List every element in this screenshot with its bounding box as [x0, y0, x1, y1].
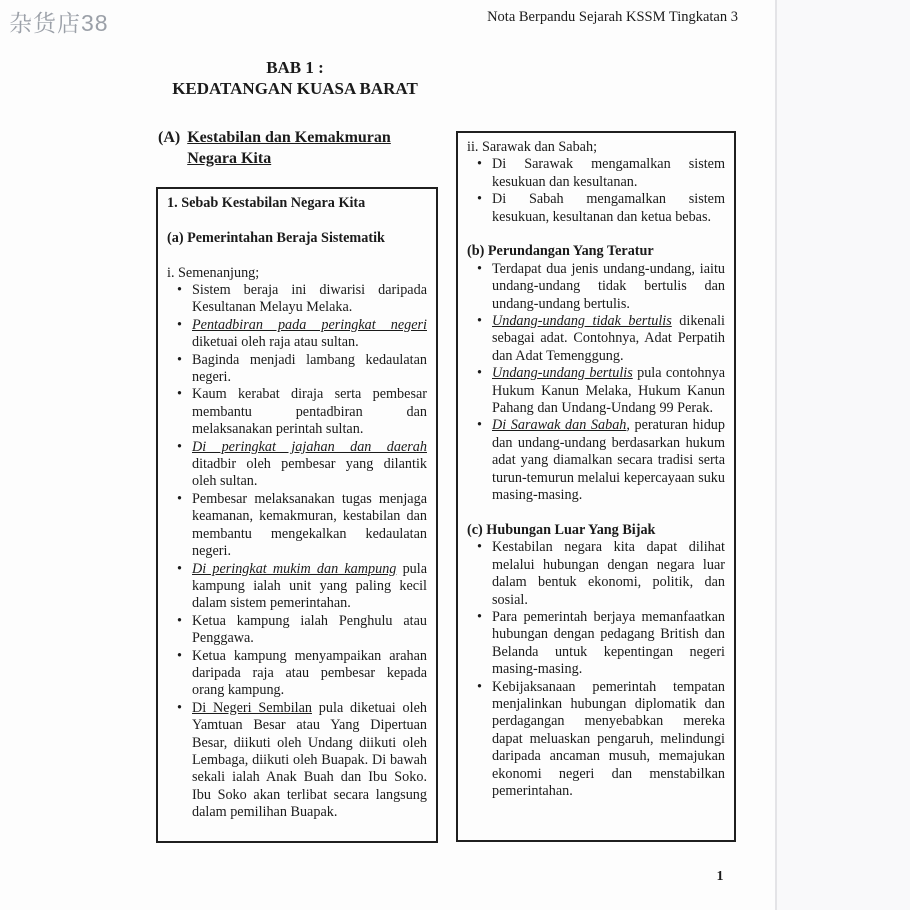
- text-run: Undang-undang tidak bertulis: [492, 313, 672, 330]
- running-header: Nota Berpandu Sejarah KSSM Tingkatan 3: [487, 9, 738, 25]
- bullet-icon: •: [477, 539, 482, 556]
- bullet-text: [192, 282, 427, 317]
- bullet-text: [192, 352, 427, 387]
- bullet-text: [492, 417, 725, 504]
- bullet-icon: •: [477, 417, 482, 434]
- text-run: ii. Sarawak dan Sabah;: [467, 139, 598, 155]
- bullet-icon: •: [477, 608, 482, 625]
- bullet-text: [192, 491, 427, 561]
- bullet-text: [192, 386, 427, 438]
- text-run: diketuai oleh raja atau sultan.: [192, 334, 359, 351]
- bullet-text: [492, 609, 725, 679]
- text-run: (a) Pemerintahan Beraja Sistematik: [167, 229, 385, 246]
- text-run: Kestabilan negara kita dapat dilihat melalui hubungan dengan negara luar dalam bentuk ekonomi, politik, dan sosial.: [492, 539, 725, 608]
- text-run: (b) Perundangan Yang Teratur: [467, 243, 654, 260]
- bullet-text: [192, 439, 427, 491]
- bullet-item: [167, 386, 427, 438]
- text-run: Para pemerintah berjaya memanfaatkan hubungan dengan pedagang British dan Belanda untuk kepentingan negeri masing-masing.: [492, 608, 725, 678]
- bullet-icon: •: [177, 438, 182, 455]
- text-run: Baginda menjadi lambang kedaulatan negeri.: [192, 351, 427, 386]
- text-run: dikenali sebagai adat. Contohnya, Adat Perpatih dan Adat Temenggung.: [492, 313, 725, 364]
- sub-heading: [167, 230, 427, 247]
- bullet-item: [167, 648, 427, 700]
- bullet-text: [492, 679, 725, 801]
- paragraph: [467, 139, 725, 156]
- bullet-icon: •: [477, 365, 482, 382]
- right-content-box: [456, 131, 736, 842]
- bullet-text: [192, 317, 427, 352]
- chapter-title-line2: KEDATANGAN KUASA BARAT: [172, 79, 418, 98]
- text-run: Ketua kampung menyampaikan arahan daripada raja atau pembesar kepada orang kampung.: [192, 647, 427, 699]
- left-content-box: [156, 187, 438, 843]
- section-a-heading: [158, 127, 448, 169]
- bullet-text: [492, 313, 725, 365]
- spacer: [467, 226, 725, 243]
- bullet-icon: •: [177, 560, 182, 577]
- text-run: Di peringkat mukim dan kampung: [192, 560, 397, 577]
- bullet-text: [492, 539, 725, 609]
- text-run: Pentadbiran pada peringkat negeri: [192, 316, 427, 333]
- bullet-icon: •: [177, 612, 182, 629]
- bullet-text: [492, 156, 725, 191]
- bullet-item: [467, 313, 725, 365]
- bullet-item: [167, 352, 427, 387]
- bullet-item: [467, 191, 725, 226]
- bullet-text: [192, 613, 427, 648]
- section-a-title-line1: Kestabilan dan Kemakmuran: [187, 129, 391, 146]
- sub-heading: [467, 522, 725, 539]
- bullet-item: [167, 317, 427, 352]
- sub-heading: [167, 195, 427, 212]
- bullet-icon: •: [177, 699, 182, 716]
- page-edge-divider-line: [775, 0, 777, 910]
- bullet-item: [167, 700, 427, 822]
- text-run: , peraturan hidup dan undang-undang berdasarkan hukum adat yang diamalkan secara tradisi serta turun-temurun melalui kepercayaan suku masing-masing.: [492, 417, 725, 504]
- bullet-icon: •: [177, 386, 182, 403]
- bullet-item: [467, 417, 725, 504]
- text-run: Di Sarawak mengamalkan sistem kesukuan dan kesultanan.: [492, 156, 725, 190]
- bullet-icon: •: [477, 156, 482, 173]
- chapter-title-line1: BAB 1 :: [266, 58, 324, 77]
- bullet-icon: •: [477, 678, 482, 695]
- bullet-item: [467, 156, 725, 191]
- page-right-margin: [777, 0, 910, 910]
- text-run: pula diketuai oleh Yamtuan Besar atau Yang Dipertuan Besar, diikuti oleh Undang diikuti oleh Lembaga, diikuti oleh Buapak. Di bawah sekali ialah Anak Buah dan Ibu Soko. Ibu Soko akan terlibat secara langsung dalam pemilihan Buapak.: [192, 699, 427, 821]
- text-run: pula contohnya Hukum Kanun Melaka, Hukum Kanun Pahang dan Undang-Undang 99 Perak.: [492, 365, 725, 417]
- bullet-text: [492, 261, 725, 313]
- bullet-icon: •: [177, 282, 182, 298]
- paragraph: [167, 265, 427, 282]
- bullet-text: [192, 561, 427, 613]
- section-a-title-line2: Negara Kita: [187, 150, 272, 167]
- text-run: Terdapat dua jenis undang-undang, iaitu undang-undang tidak bertulis dan undang-undang bertulis.: [492, 260, 725, 312]
- sub-heading: [467, 243, 725, 260]
- spacer: [167, 212, 427, 229]
- text-run: Ketua kampung ialah Penghulu atau Penggawa.: [192, 612, 427, 647]
- text-run: Sistem beraja ini diwarisi daripada Kesultanan Melayu Melaka.: [192, 282, 427, 316]
- text-run: Kaum kerabat diraja serta pembesar membantu pentadbiran dan melaksanakan perintah sultan.: [192, 386, 427, 438]
- bullet-icon: •: [177, 351, 182, 368]
- bullet-text: [492, 191, 725, 226]
- bullet-item: [167, 613, 427, 648]
- bullet-item: [467, 365, 725, 417]
- bullet-text: [192, 648, 427, 700]
- text-run: Pembesar melaksanakan tugas menjaga keamanan, kemakmuran, kestabilan dan membantu mengekalkan kedaulatan negeri.: [192, 490, 427, 560]
- text-run: ditadbir oleh pembesar yang dilantik oleh sultan.: [192, 456, 427, 490]
- spacer: [167, 247, 427, 264]
- bullet-icon: •: [477, 260, 482, 277]
- section-a-title: [187, 127, 391, 169]
- bullet-item: [167, 491, 427, 561]
- bullet-text: [192, 700, 427, 822]
- seller-watermark: 杂货店38: [9, 10, 109, 36]
- text-run: Di Negeri Sembilan: [192, 699, 312, 716]
- bullet-item: [467, 261, 725, 313]
- text-run: Kebijaksanaan pemerintah tempatan menjalinkan hubungan diplomatik dan perdagangan menyebabkan mereka dapat meluaskan pengaruh, melindungi daripada ancaman musuh, memajukan ekonomi negeri dan menstabilkan pemerintahan.: [492, 678, 725, 799]
- bullet-icon: •: [177, 490, 182, 507]
- section-a-label: (A): [158, 129, 181, 146]
- bullet-item: [167, 561, 427, 613]
- page-number: 1: [716, 869, 724, 884]
- text-run: Di Sabah mengamalkan sistem kesukuan, kesultanan dan ketua bebas.: [492, 191, 725, 225]
- bullet-icon: •: [477, 191, 482, 208]
- bullet-text: [492, 365, 725, 417]
- text-run: 1. Sebab Kestabilan Negara Kita: [167, 195, 366, 211]
- text-run: Di Sarawak dan Sabah: [492, 417, 627, 434]
- spacer: [467, 505, 725, 522]
- text-run: i. Semenanjung;: [167, 264, 260, 281]
- bullet-item: [467, 539, 725, 609]
- text-run: Undang-undang bertulis: [492, 365, 633, 382]
- text-run: (c) Hubungan Luar Yang Bijak: [467, 521, 656, 538]
- bullet-icon: •: [177, 316, 182, 333]
- bullet-icon: •: [477, 313, 482, 330]
- text-run: pula kampung ialah unit yang paling kecil dalam sistem pemerintahan.: [192, 560, 427, 612]
- bullet-icon: •: [177, 647, 182, 664]
- bullet-item: [467, 609, 725, 679]
- bullet-item: [167, 439, 427, 491]
- bullet-item: [467, 679, 725, 801]
- chapter-title: [150, 57, 440, 99]
- text-run: Di peringkat jajahan dan daerah: [192, 438, 427, 455]
- bullet-item: [167, 282, 427, 317]
